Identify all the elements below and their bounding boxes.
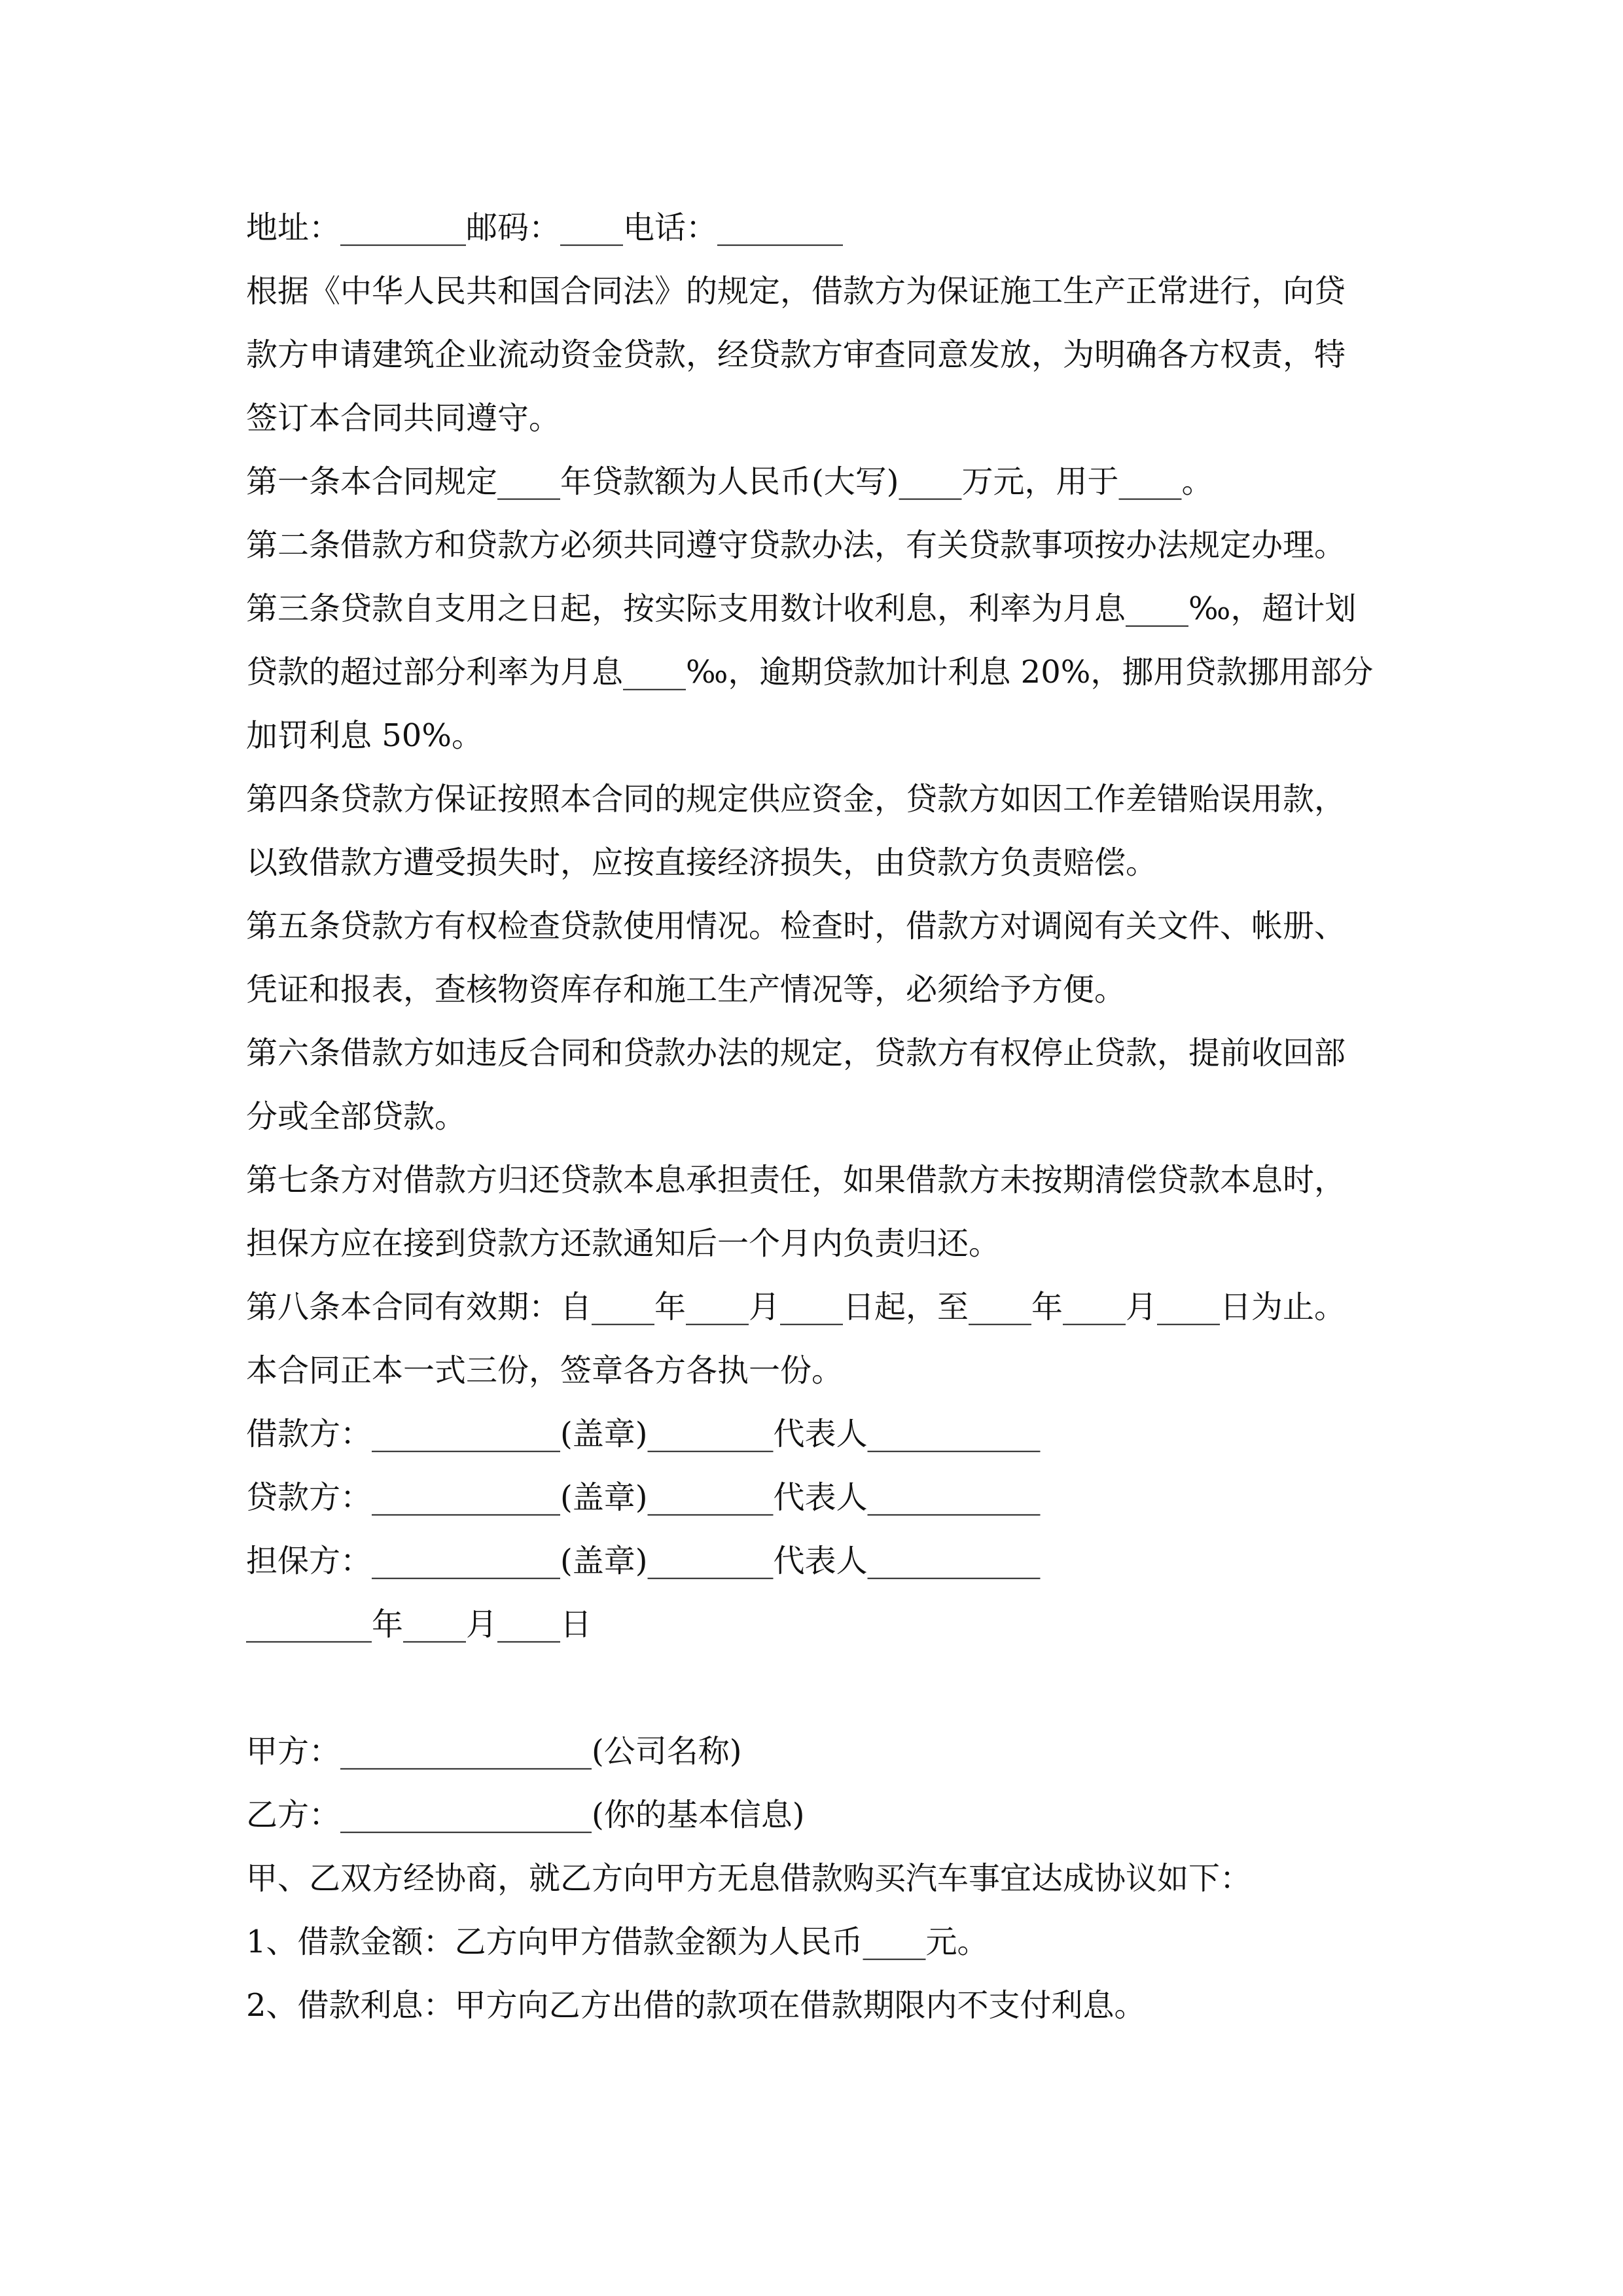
- article-5-cont: 凭证和报表，查核物资库存和施工生产情况等，必须给予方便。: [246, 971, 1126, 1008]
- guarantor-signature-line: 担保方：____________(盖章)________代表人___________: [246, 1543, 1041, 1579]
- loan-interest-clause: 2、借款利息：甲方向乙方出借的款项在借款期限内不支付利息。: [246, 1987, 1146, 2024]
- lender-signature-line: 贷款方：____________(盖章)________代表人___________: [246, 1479, 1041, 1516]
- article-7-cont: 担保方应在接到贷款方还款通知后一个月内负责归还。: [246, 1225, 1001, 1262]
- paragraph-line: 款方申请建筑企业流动资金贷款，经贷款方审查同意发放，为明确各方权责，特: [246, 336, 1346, 373]
- article-1: 第一条本合同规定____年贷款额为人民币(大写)____万元，用于____。: [246, 463, 1213, 500]
- article-7: 第七条方对借款方归还贷款本息承担责任，如果借款方未按期清偿贷款本息时，: [246, 1162, 1346, 1198]
- copies-line: 本合同正本一式三份，签章各方各执一份。: [246, 1352, 844, 1389]
- paragraph-line: 根据《中华人民共和国合同法》的规定，借款方为保证施工生产正常进行，向贷: [246, 273, 1346, 310]
- party-b-line: 乙方：________________(你的基本信息): [246, 1797, 805, 1833]
- address-line: 地址：________邮码：____电话：________: [246, 209, 844, 246]
- article-8: 第八条本合同有效期：自____年____月____日起，至____年____月____日为止。: [246, 1289, 1346, 1325]
- paragraph-line: 签订本合同共同遵守。: [246, 400, 561, 437]
- article-3-cont: 贷款的超过部分利率为月息____‰，逾期贷款加计利息 20%，挪用贷款挪用部分: [246, 654, 1374, 691]
- agreement-intro: 甲、乙双方经协商，就乙方向甲方无息借款购买汽车事宜达成协议如下：: [246, 1860, 1252, 1897]
- section-gap: [246, 1657, 1424, 1720]
- document-body: [246, 196, 1424, 2037]
- date-line: ________年____月____日: [246, 1606, 592, 1643]
- article-4-cont: 以致借款方遭受损失时，应按直接经济损失，由贷款方负责赔偿。: [246, 844, 1158, 881]
- article-6: 第六条借款方如违反合同和贷款办法的规定，贷款方有权停止贷款，提前收回部: [246, 1035, 1346, 1071]
- article-2: 第二条借款方和贷款方必须共同遵守贷款办法，有关贷款事项按办法规定办理。: [246, 527, 1346, 564]
- loan-amount-clause: 1、借款金额：乙方向甲方借款金额为人民币____元。: [246, 1924, 989, 1960]
- article-6-cont: 分或全部贷款。: [246, 1098, 467, 1135]
- article-4: 第四条贷款方保证按照本合同的规定供应资金，贷款方如因工作差错贻误用款，: [246, 781, 1346, 817]
- borrower-signature-line: 借款方：____________(盖章)________代表人___________: [246, 1416, 1041, 1452]
- article-5: 第五条贷款方有权检查贷款使用情况。检查时，借款方对调阅有关文件、帐册、: [246, 908, 1346, 944]
- party-a-line: 甲方：________________(公司名称): [246, 1733, 742, 1770]
- article-3: 第三条贷款自支用之日起，按实际支用数计收利息，利率为月息____‰，超计划: [246, 590, 1357, 627]
- article-3-cont: 加罚利息 50%。: [246, 717, 483, 754]
